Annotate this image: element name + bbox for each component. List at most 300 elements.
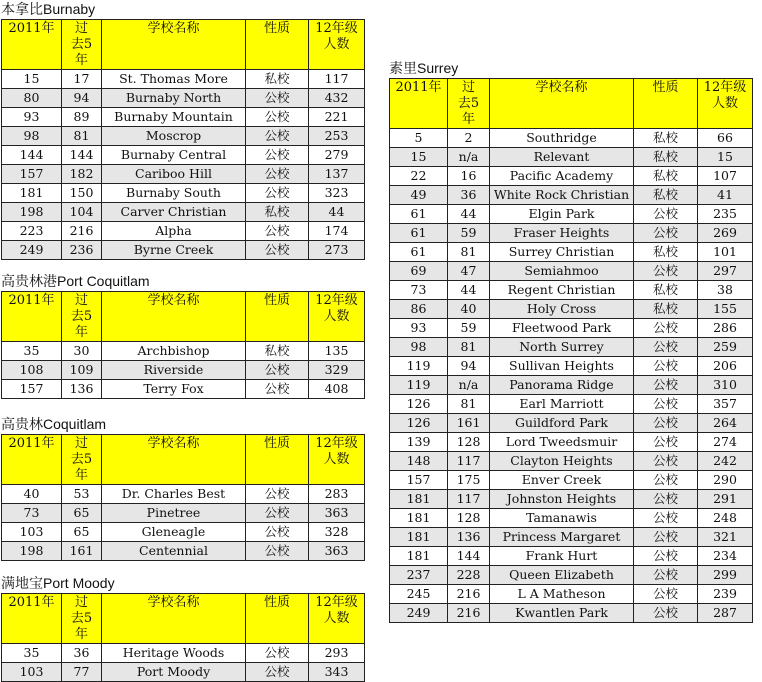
- header-school: 学校名称: [102, 292, 246, 342]
- cell-rank-2011: 181: [390, 528, 448, 547]
- cell-grade12-count: 234: [698, 547, 753, 566]
- cell-rank-past5: 94: [62, 89, 102, 108]
- cell-rank-past5: 81: [448, 395, 490, 414]
- cell-school-name: Enver Creek: [490, 471, 634, 490]
- cell-rank-past5: 182: [62, 165, 102, 184]
- cell-school-type: 公校: [634, 433, 698, 452]
- cell-school-name: Riverside: [102, 361, 246, 380]
- cell-rank-past5: 17: [62, 70, 102, 89]
- cell-rank-past5: 47: [448, 262, 490, 281]
- cell-school-name: Gleneagle: [102, 523, 246, 542]
- cell-school-name: Terry Fox: [102, 380, 246, 399]
- cell-school-type: 私校: [246, 203, 309, 222]
- cell-rank-2011: 126: [390, 414, 448, 433]
- table-row: [2, 241, 365, 260]
- header-rank-2011: 2011年: [2, 435, 62, 485]
- cell-school-type: 公校: [634, 566, 698, 585]
- cell-grade12-count: 248: [698, 509, 753, 528]
- cell-rank-past5: 81: [62, 127, 102, 146]
- cell-school-name: Earl Marriott: [490, 395, 634, 414]
- header-rank-past5: 过去5年: [62, 292, 102, 342]
- cell-grade12-count: 343: [309, 663, 365, 682]
- table-row: [2, 361, 365, 380]
- table-row: [2, 644, 365, 663]
- cell-school-type: 公校: [634, 471, 698, 490]
- cell-rank-past5: 89: [62, 108, 102, 127]
- cell-rank-past5: 161: [448, 414, 490, 433]
- cell-rank-2011: 157: [2, 165, 62, 184]
- cell-school-type: 公校: [246, 184, 309, 203]
- cell-school-name: Byrne Creek: [102, 241, 246, 260]
- cell-school-type: 公校: [634, 547, 698, 566]
- header-rank-2011: 2011年: [2, 594, 62, 644]
- cell-grade12-count: 297: [698, 262, 753, 281]
- header-type: 性质: [634, 79, 698, 129]
- cell-grade12-count: 323: [309, 184, 365, 203]
- header-type: 性质: [246, 20, 309, 70]
- cell-school-type: 公校: [634, 528, 698, 547]
- cell-school-name: Holy Cross: [490, 300, 634, 319]
- school-table: [1, 434, 365, 561]
- cell-rank-past5: 36: [62, 644, 102, 663]
- table-row: [2, 108, 365, 127]
- cell-grade12-count: 363: [309, 542, 365, 561]
- cell-school-type: 私校: [634, 186, 698, 205]
- header-type: 性质: [246, 292, 309, 342]
- cell-school-name: Princess Margaret: [490, 528, 634, 547]
- cell-school-name: L A Matheson: [490, 585, 634, 604]
- school-table: [1, 593, 365, 682]
- cell-rank-past5: 81: [448, 243, 490, 262]
- header-type: 性质: [246, 435, 309, 485]
- cell-rank-2011: 61: [390, 243, 448, 262]
- cell-rank-past5: 104: [62, 203, 102, 222]
- cell-school-type: 私校: [634, 129, 698, 148]
- cell-rank-past5: 128: [448, 433, 490, 452]
- cell-rank-past5: 144: [448, 547, 490, 566]
- header-grade12: 12年级人数: [309, 292, 365, 342]
- cell-grade12-count: 291: [698, 490, 753, 509]
- section-title: 满地宝Port Moody: [1, 575, 115, 591]
- cell-school-type: 公校: [246, 127, 309, 146]
- cell-school-type: 公校: [246, 504, 309, 523]
- header-grade12: 12年级人数: [309, 594, 365, 644]
- cell-rank-past5: 53: [62, 485, 102, 504]
- cell-school-name: Burnaby Mountain: [102, 108, 246, 127]
- cell-grade12-count: 299: [698, 566, 753, 585]
- table-row: [2, 165, 365, 184]
- cell-school-name: Kwantlen Park: [490, 604, 634, 623]
- cell-school-name: Lord Tweedsmuir: [490, 433, 634, 452]
- section-title: 素里Surrey: [389, 60, 459, 76]
- cell-school-type: 公校: [634, 490, 698, 509]
- cell-grade12-count: 279: [309, 146, 365, 165]
- cell-rank-past5: 144: [62, 146, 102, 165]
- cell-school-type: 公校: [634, 395, 698, 414]
- cell-school-type: 公校: [246, 485, 309, 504]
- table-body: [2, 70, 365, 260]
- cell-school-type: 公校: [246, 663, 309, 682]
- table-row: [2, 203, 365, 222]
- cell-rank-2011: 249: [390, 604, 448, 623]
- cell-grade12-count: 259: [698, 338, 753, 357]
- cell-school-type: 公校: [634, 509, 698, 528]
- table-row: [2, 342, 365, 361]
- cell-grade12-count: 239: [698, 585, 753, 604]
- table-row: [2, 184, 365, 203]
- header-rank-past5: 过去5年: [62, 594, 102, 644]
- cell-school-type: 公校: [246, 542, 309, 561]
- cell-school-name: Moscrop: [102, 127, 246, 146]
- header-grade12: 12年级人数: [309, 435, 365, 485]
- cell-school-type: 私校: [634, 148, 698, 167]
- cell-rank-2011: 148: [390, 452, 448, 471]
- table-row: [2, 70, 365, 89]
- cell-rank-2011: 98: [390, 338, 448, 357]
- cell-school-type: 公校: [634, 452, 698, 471]
- cell-grade12-count: 206: [698, 357, 753, 376]
- table-row: [390, 414, 753, 433]
- cell-rank-past5: 2: [448, 129, 490, 148]
- section-title: 高贵林Coquitlam: [1, 416, 107, 432]
- cell-rank-2011: 144: [2, 146, 62, 165]
- section-burnaby: [1, 1, 365, 260]
- table-body: [2, 644, 365, 682]
- table-row: [2, 89, 365, 108]
- table-row: [390, 585, 753, 604]
- cell-school-type: 公校: [634, 357, 698, 376]
- cell-school-type: 私校: [634, 281, 698, 300]
- cell-grade12-count: 174: [309, 222, 365, 241]
- cell-school-type: 公校: [246, 644, 309, 663]
- cell-rank-2011: 181: [2, 184, 62, 203]
- section-port-moody: [1, 575, 365, 682]
- cell-rank-2011: 103: [2, 663, 62, 682]
- cell-rank-past5: 228: [448, 566, 490, 585]
- cell-school-name: Clayton Heights: [490, 452, 634, 471]
- header-grade12: 12年级人数: [698, 79, 753, 129]
- cell-rank-2011: 126: [390, 395, 448, 414]
- cell-rank-past5: 44: [448, 205, 490, 224]
- table-row: [2, 504, 365, 523]
- cell-rank-2011: 80: [2, 89, 62, 108]
- header-school: 学校名称: [102, 20, 246, 70]
- cell-rank-past5: 216: [62, 222, 102, 241]
- cell-grade12-count: 357: [698, 395, 753, 414]
- cell-school-type: 公校: [634, 376, 698, 395]
- cell-rank-past5: 30: [62, 342, 102, 361]
- cell-rank-past5: 161: [62, 542, 102, 561]
- cell-grade12-count: 363: [309, 504, 365, 523]
- cell-rank-2011: 61: [390, 224, 448, 243]
- cell-school-type: 公校: [246, 222, 309, 241]
- table-body: [390, 129, 753, 623]
- table-row: [390, 566, 753, 585]
- cell-rank-past5: 150: [62, 184, 102, 203]
- cell-school-name: Relevant: [490, 148, 634, 167]
- cell-rank-2011: 237: [390, 566, 448, 585]
- cell-school-name: Port Moody: [102, 663, 246, 682]
- school-table: [1, 19, 365, 260]
- cell-rank-2011: 73: [2, 504, 62, 523]
- table-row: [390, 452, 753, 471]
- cell-grade12-count: 242: [698, 452, 753, 471]
- cell-school-name: St. Thomas More: [102, 70, 246, 89]
- cell-rank-2011: 40: [2, 485, 62, 504]
- cell-school-name: Archbishop: [102, 342, 246, 361]
- cell-school-type: 公校: [634, 414, 698, 433]
- header-type: 性质: [246, 594, 309, 644]
- cell-grade12-count: 269: [698, 224, 753, 243]
- cell-rank-2011: 108: [2, 361, 62, 380]
- cell-rank-2011: 98: [2, 127, 62, 146]
- cell-rank-past5: 59: [448, 319, 490, 338]
- table-row: [390, 528, 753, 547]
- header-rank-past5: 过去5年: [62, 20, 102, 70]
- cell-school-name: Tamanawis: [490, 509, 634, 528]
- cell-school-name: Burnaby Central: [102, 146, 246, 165]
- cell-rank-2011: 181: [390, 490, 448, 509]
- cell-grade12-count: 101: [698, 243, 753, 262]
- cell-school-name: Alpha: [102, 222, 246, 241]
- cell-grade12-count: 107: [698, 167, 753, 186]
- cell-school-type: 公校: [634, 319, 698, 338]
- cell-school-type: 私校: [634, 243, 698, 262]
- cell-grade12-count: 117: [309, 70, 365, 89]
- section-title: 高贵林港Port Coquitlam: [1, 273, 150, 289]
- header-school: 学校名称: [102, 594, 246, 644]
- table-row: [2, 127, 365, 146]
- cell-rank-2011: 22: [390, 167, 448, 186]
- table-row: [2, 523, 365, 542]
- header-rank-2011: 2011年: [2, 20, 62, 70]
- cell-school-name: Regent Christian: [490, 281, 634, 300]
- cell-grade12-count: 408: [309, 380, 365, 399]
- table-row: [390, 604, 753, 623]
- table-row: [2, 485, 365, 504]
- cell-school-name: Pacific Academy: [490, 167, 634, 186]
- cell-rank-2011: 119: [390, 357, 448, 376]
- cell-rank-2011: 49: [390, 186, 448, 205]
- cell-school-name: Burnaby North: [102, 89, 246, 108]
- cell-grade12-count: 293: [309, 644, 365, 663]
- section-coquitlam: [1, 416, 365, 561]
- table-row: [390, 148, 753, 167]
- cell-rank-2011: 139: [390, 433, 448, 452]
- cell-grade12-count: 321: [698, 528, 753, 547]
- cell-school-type: 私校: [634, 300, 698, 319]
- cell-rank-past5: 59: [448, 224, 490, 243]
- cell-rank-past5: 16: [448, 167, 490, 186]
- cell-school-name: Southridge: [490, 129, 634, 148]
- cell-rank-2011: 73: [390, 281, 448, 300]
- cell-rank-past5: 65: [62, 523, 102, 542]
- cell-grade12-count: 253: [309, 127, 365, 146]
- header-rank-2011: 2011年: [390, 79, 448, 129]
- table-row: [2, 542, 365, 561]
- cell-rank-2011: 35: [2, 342, 62, 361]
- cell-rank-past5: 65: [62, 504, 102, 523]
- table-row: [390, 243, 753, 262]
- cell-rank-past5: 128: [448, 509, 490, 528]
- table-row: [390, 395, 753, 414]
- cell-rank-2011: 198: [2, 542, 62, 561]
- cell-school-type: 公校: [246, 165, 309, 184]
- cell-school-name: Semiahmoo: [490, 262, 634, 281]
- cell-rank-2011: 103: [2, 523, 62, 542]
- cell-grade12-count: 235: [698, 205, 753, 224]
- cell-grade12-count: 135: [309, 342, 365, 361]
- cell-grade12-count: 137: [309, 165, 365, 184]
- table-body: [2, 342, 365, 399]
- cell-school-type: 公校: [246, 89, 309, 108]
- cell-rank-2011: 198: [2, 203, 62, 222]
- cell-rank-2011: 93: [2, 108, 62, 127]
- cell-school-type: 私校: [246, 342, 309, 361]
- header-rank-past5: 过去5年: [62, 435, 102, 485]
- cell-rank-past5: 109: [62, 361, 102, 380]
- table-row: [390, 357, 753, 376]
- table-row: [390, 319, 753, 338]
- cell-school-name: Fraser Heights: [490, 224, 634, 243]
- cell-school-name: Panorama Ridge: [490, 376, 634, 395]
- section-port-coquitlam: [1, 273, 365, 399]
- cell-school-type: 公校: [246, 361, 309, 380]
- cell-rank-past5: 94: [448, 357, 490, 376]
- cell-school-type: 公校: [246, 241, 309, 260]
- cell-school-name: Queen Elizabeth: [490, 566, 634, 585]
- table-row: [390, 205, 753, 224]
- cell-grade12-count: 66: [698, 129, 753, 148]
- cell-school-name: Carver Christian: [102, 203, 246, 222]
- cell-grade12-count: 328: [309, 523, 365, 542]
- cell-rank-past5: 117: [448, 452, 490, 471]
- table-row: [390, 338, 753, 357]
- cell-rank-past5: n/a: [448, 376, 490, 395]
- cell-grade12-count: 221: [309, 108, 365, 127]
- cell-rank-2011: 5: [390, 129, 448, 148]
- header-grade12: 12年级人数: [309, 20, 365, 70]
- cell-rank-2011: 119: [390, 376, 448, 395]
- cell-rank-past5: n/a: [448, 148, 490, 167]
- cell-school-name: Fleetwood Park: [490, 319, 634, 338]
- cell-school-name: Sullivan Heights: [490, 357, 634, 376]
- cell-grade12-count: 329: [309, 361, 365, 380]
- cell-rank-2011: 15: [390, 148, 448, 167]
- cell-school-name: Burnaby South: [102, 184, 246, 203]
- table-row: [390, 262, 753, 281]
- cell-rank-past5: 216: [448, 585, 490, 604]
- cell-grade12-count: 287: [698, 604, 753, 623]
- cell-school-name: Guildford Park: [490, 414, 634, 433]
- table-row: [390, 547, 753, 566]
- table-row: [2, 146, 365, 165]
- cell-grade12-count: 290: [698, 471, 753, 490]
- cell-school-type: 公校: [634, 338, 698, 357]
- section-surrey: [389, 60, 753, 623]
- cell-rank-2011: 249: [2, 241, 62, 260]
- table-row: [390, 433, 753, 452]
- cell-school-name: North Surrey: [490, 338, 634, 357]
- table-row: [390, 281, 753, 300]
- table-row: [2, 663, 365, 682]
- cell-school-name: Pinetree: [102, 504, 246, 523]
- cell-rank-2011: 157: [2, 380, 62, 399]
- cell-school-type: 私校: [246, 70, 309, 89]
- cell-grade12-count: 283: [309, 485, 365, 504]
- cell-rank-past5: 36: [448, 186, 490, 205]
- table-body: [2, 485, 365, 561]
- cell-school-name: White Rock Christian: [490, 186, 634, 205]
- table-row: [390, 471, 753, 490]
- cell-school-type: 公校: [634, 262, 698, 281]
- cell-school-name: Heritage Woods: [102, 644, 246, 663]
- cell-rank-past5: 136: [448, 528, 490, 547]
- cell-school-type: 公校: [246, 108, 309, 127]
- cell-rank-2011: 69: [390, 262, 448, 281]
- school-table: [1, 291, 365, 399]
- cell-rank-past5: 40: [448, 300, 490, 319]
- cell-school-name: Elgin Park: [490, 205, 634, 224]
- cell-grade12-count: 38: [698, 281, 753, 300]
- header-rank-past5: 过去5年: [448, 79, 490, 129]
- cell-rank-2011: 86: [390, 300, 448, 319]
- cell-rank-past5: 77: [62, 663, 102, 682]
- cell-school-name: Johnston Heights: [490, 490, 634, 509]
- header-school: 学校名称: [102, 435, 246, 485]
- cell-school-type: 公校: [634, 205, 698, 224]
- cell-grade12-count: 15: [698, 148, 753, 167]
- cell-school-name: Frank Hurt: [490, 547, 634, 566]
- table-row: [390, 167, 753, 186]
- cell-rank-2011: 35: [2, 644, 62, 663]
- cell-grade12-count: 432: [309, 89, 365, 108]
- cell-rank-2011: 245: [390, 585, 448, 604]
- cell-rank-past5: 136: [62, 380, 102, 399]
- cell-rank-past5: 117: [448, 490, 490, 509]
- table-row: [390, 376, 753, 395]
- table-row: [390, 490, 753, 509]
- cell-rank-2011: 181: [390, 547, 448, 566]
- cell-grade12-count: 264: [698, 414, 753, 433]
- cell-school-type: 公校: [246, 523, 309, 542]
- cell-school-name: Dr. Charles Best: [102, 485, 246, 504]
- table-row: [390, 300, 753, 319]
- cell-school-type: 公校: [634, 224, 698, 243]
- header-school: 学校名称: [490, 79, 634, 129]
- school-table: [389, 78, 753, 623]
- section-title: 本拿比Burnaby: [1, 1, 96, 17]
- cell-grade12-count: 273: [309, 241, 365, 260]
- cell-school-type: 公校: [634, 585, 698, 604]
- cell-grade12-count: 274: [698, 433, 753, 452]
- cell-grade12-count: 310: [698, 376, 753, 395]
- cell-school-type: 公校: [246, 380, 309, 399]
- cell-school-name: Cariboo Hill: [102, 165, 246, 184]
- table-row: [2, 222, 365, 241]
- cell-school-name: Surrey Christian: [490, 243, 634, 262]
- cell-grade12-count: 44: [309, 203, 365, 222]
- cell-grade12-count: 286: [698, 319, 753, 338]
- table-row: [2, 380, 365, 399]
- table-row: [390, 224, 753, 243]
- cell-rank-2011: 223: [2, 222, 62, 241]
- cell-school-type: 公校: [246, 146, 309, 165]
- table-row: [390, 186, 753, 205]
- cell-rank-past5: 236: [62, 241, 102, 260]
- cell-grade12-count: 41: [698, 186, 753, 205]
- cell-school-type: 私校: [634, 167, 698, 186]
